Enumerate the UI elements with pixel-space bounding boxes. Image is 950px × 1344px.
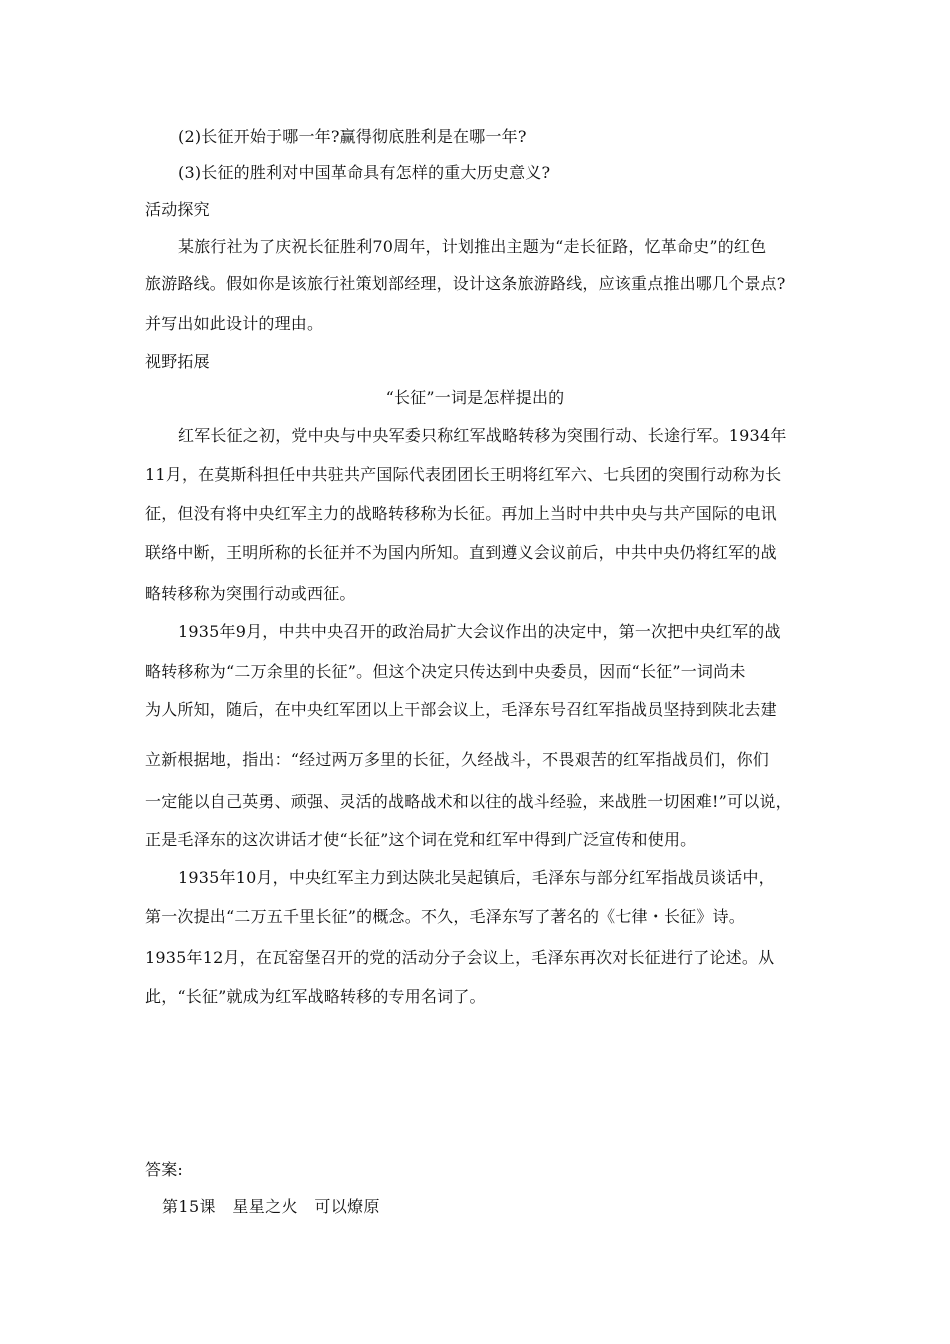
question-3: (3)长征的胜利对中国革命具有怎样的重大历史意义?	[178, 163, 551, 182]
paragraph-1-line: 略转移称为突围行动或西征。	[145, 584, 356, 603]
lesson-title: 第15课 星星之火 可以燎原	[162, 1197, 380, 1216]
paragraph-1-line: 联络中断，王明所称的长征并不为国内所知。直到遵义会议前后，中共中央仍将红军的战	[145, 543, 777, 562]
paragraph-3-line: 1935年10月，中央红军主力到达陕北吴起镇后，毛泽东与部分红军指战员谈话中，	[178, 868, 775, 887]
activity-line: 某旅行社为了庆祝长征胜利70周年，计划推出主题为“走长征路，忆革命史”的红色	[178, 237, 767, 256]
paragraph-3-line: 此，“长征”就成为红军战略转移的专用名词了。	[145, 987, 486, 1006]
paragraph-2-line: 立新根据地，指出：“经过两万多里的长征，久经战斗，不畏艰苦的红军指战员们，你们	[145, 750, 769, 769]
activity-line: 并写出如此设计的理由。	[145, 314, 324, 333]
question-2: (2)长征开始于哪一年?赢得彻底胜利是在哪一年?	[178, 127, 527, 146]
paragraph-2-line: 正是毛泽东的这次讲话才使“长征”这个词在党和红军中得到广泛宣传和使用。	[145, 830, 697, 849]
paragraph-2-line: 为人所知，随后，在中央红军团以上干部会议上，毛泽东号召红军指战员坚持到陕北去建	[145, 700, 777, 719]
paragraph-2-line: 1935年9月，中共中央召开的政治局扩大会议作出的决定中，第一次把中央红军的战	[178, 622, 781, 641]
paragraph-3-line: 第一次提出“二万五千里长征”的概念。不久，毛泽东写了著名的《七律・长征》诗。	[145, 907, 745, 926]
activity-line: 旅游路线。假如你是该旅行社策划部经理，设计这条旅游路线，应该重点推出哪几个景点?	[145, 274, 786, 293]
paragraph-1-line: 征，但没有将中央红军主力的战略转移称为长征。再加上当时中共中央与共产国际的电讯	[145, 504, 777, 523]
paragraph-2-line: 一定能以自己英勇、顽强、灵活的战略战术和以往的战斗经验，来战胜一切困难!”可以说，	[145, 792, 792, 811]
expansion-heading: 视野拓展	[145, 352, 210, 371]
answers-heading: 答案:	[145, 1160, 183, 1179]
paragraph-1-line: 红军长征之初，党中央与中央军委只称红军战略转移为突围行动、长途行军。1934年	[178, 426, 787, 445]
article-title: “长征”一词是怎样提出的	[385, 388, 565, 407]
activity-heading: 活动探究	[145, 200, 210, 219]
paragraph-1-line: 11月，在莫斯科担任中共驻共产国际代表团团长王明将红军六、七兵团的突围行动称为长	[145, 465, 782, 484]
paragraph-3-line: 1935年12月，在瓦窑堡召开的党的活动分子会议上，毛泽东再次对长征进行了论述。从	[145, 948, 775, 967]
paragraph-2-line: 略转移称为“二万余里的长征”。但这个决定只传达到中央委员，因而“长征”一词尚未	[145, 662, 746, 681]
